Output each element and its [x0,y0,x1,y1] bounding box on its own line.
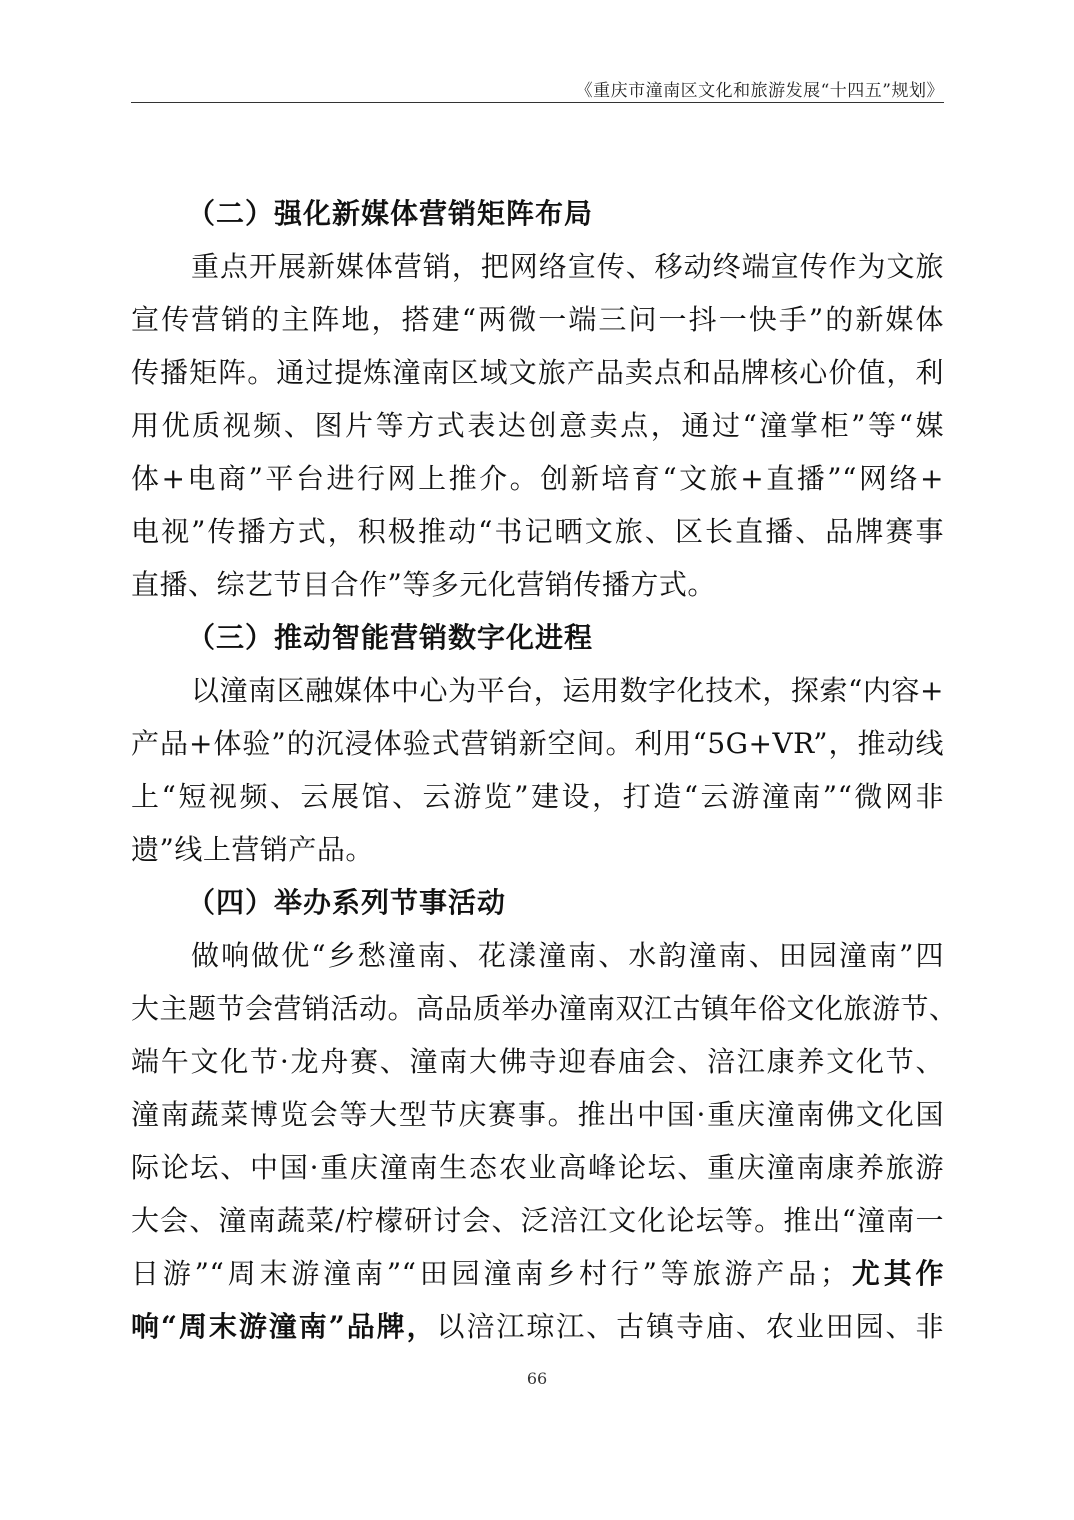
paragraph-line: 上“短视频、云展馆、云游览”建设，打造“云游潼南”“微网非 [131,780,944,813]
section-heading: （二）强化新媒体营销矩阵布局 [187,197,594,230]
page-number: 66 [526,1369,548,1388]
paragraph-line [131,1300,944,1353]
bold-text: 尤其作 [848,1257,944,1290]
paragraph-line: 直播、综艺节目合作”等多元化营销传播方式。 [131,568,716,601]
paragraph-line: 遗”线上营销产品。 [131,833,374,866]
paragraph-line: 用优质视频、图片等方式表达创意卖点，通过“潼掌柜”等“媒 [131,409,944,442]
paragraph-line: 电视”传播方式，积极推动“书记晒文旅、区长直播、品牌赛事 [131,515,944,548]
paragraph-line: 端午文化节·龙舟赛、潼南大佛寺迎春庙会、涪江康养文化节、 [131,1045,944,1078]
section-heading: （三）推动智能营销数字化进程 [187,621,594,654]
paragraph-line: 产品+体验”的沉浸体验式营销新空间。利用“5G+VR”，推动线 [131,727,944,760]
line-text: 以涪江琼江、古镇寺庙、农业田园、非 [436,1310,944,1343]
paragraph-line: 际论坛、中国·重庆潼南生态农业高峰论坛、重庆潼南康养旅游 [131,1151,944,1184]
paragraph-line: 大主题节会营销活动。高品质举办潼南双江古镇年俗文化旅游节、 [131,992,958,1025]
page-header [131,76,944,103]
section-heading: （四）举办系列节事活动 [187,886,507,919]
document-body [131,187,958,1353]
paragraph-line: 做响做优“乡愁潼南、花漾潼南、水韵潼南、田园潼南”四 [191,939,944,972]
paragraph-line: 潼南蔬菜博览会等大型节庆赛事。推出中国·重庆潼南佛文化国 [131,1098,944,1131]
line-text: 日游”“周末游潼南”“田园潼南乡村行”等旅游产品； [131,1257,849,1290]
paragraph-line: 传播矩阵。通过提炼潼南区域文旅产品卖点和品牌核心价值，利 [131,356,944,389]
bold-text: 响“周末游潼南”品牌， [131,1310,437,1343]
paragraph-line: 大会、潼南蔬菜/柠檬研讨会、泛涪江文化论坛等。推出“潼南一 [131,1204,944,1237]
document-title: 《重庆市潼南区文化和旅游发展“十四五”规划》 [575,81,944,101]
paragraph-line: 体+电商”平台进行网上推介。创新培育“文旅+直播”“网络+ [131,462,944,495]
paragraph-line [131,1247,944,1300]
paragraph-line: 以潼南区融媒体中心为平台，运用数字化技术，探索“内容+ [191,674,944,707]
paragraph-line: 宣传营销的主阵地，搭建“两微一端三问一抖一快手”的新媒体 [131,303,944,336]
paragraph-line: 重点开展新媒体营销，把网络宣传、移动终端宣传作为文旅 [191,250,944,283]
